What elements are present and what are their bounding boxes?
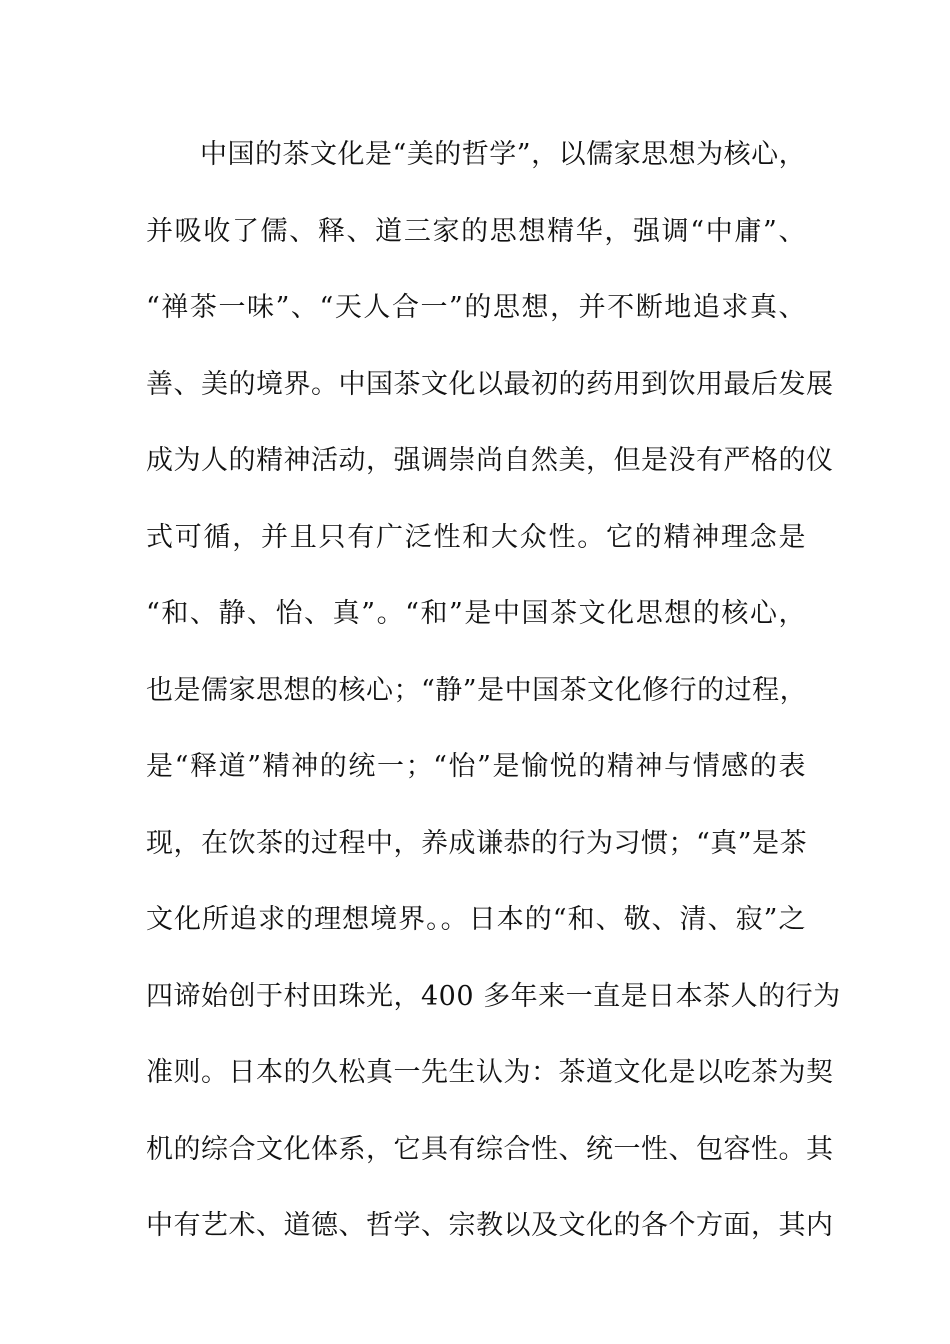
paragraph	[146, 132, 841, 1280]
text-line: 也是儒家思想的核心；“静”是中国茶文化修行的过程，	[146, 674, 808, 706]
text-line: 中有艺术、道德、哲学、宗教以及文化的各个方面，其内	[146, 1210, 834, 1241]
text-line: 成为人的精神活动，强调崇尚自然美，但是没有严格的仪	[146, 445, 834, 476]
text-line: 准则。日本的久松真一先生认为：茶道文化是以吃茶为契	[146, 1057, 834, 1088]
text-line: 是“释道”精神的统一；“怡”是愉悦的精神与情感的表	[146, 751, 806, 782]
text-line: 四谛始创于村田珠光，400 多年来一直是日本茶人的行为	[146, 980, 841, 1012]
text-line: 现，在饮茶的过程中，养成谦恭的行为习惯；“真”是茶	[146, 827, 808, 859]
text-line: 式可循，并且只有广泛性和大众性。它的精神理念是	[146, 521, 806, 553]
text-line: 中国的茶文化是“美的哲学”，以儒家思想为核心，	[200, 139, 807, 170]
text-line: 善、美的境界。中国茶文化以最初的药用到饮用最后发展	[146, 368, 834, 400]
text-line: 并吸收了儒、释、道三家的思想精华，强调“中庸”、	[146, 215, 806, 247]
text-line: “和、静、怡、真”。“和”是中国茶文化思想的核心，	[146, 598, 806, 629]
text-line: 文化所追求的理想境界。。日本的“和、敬、清、寂”之	[146, 904, 806, 935]
text-line: “禅茶一味”、“天人合一”的思想，并不断地追求真、	[146, 292, 806, 323]
text-line: 机的综合文化体系，它具有综合性、统一性、包容性。其	[146, 1133, 834, 1165]
